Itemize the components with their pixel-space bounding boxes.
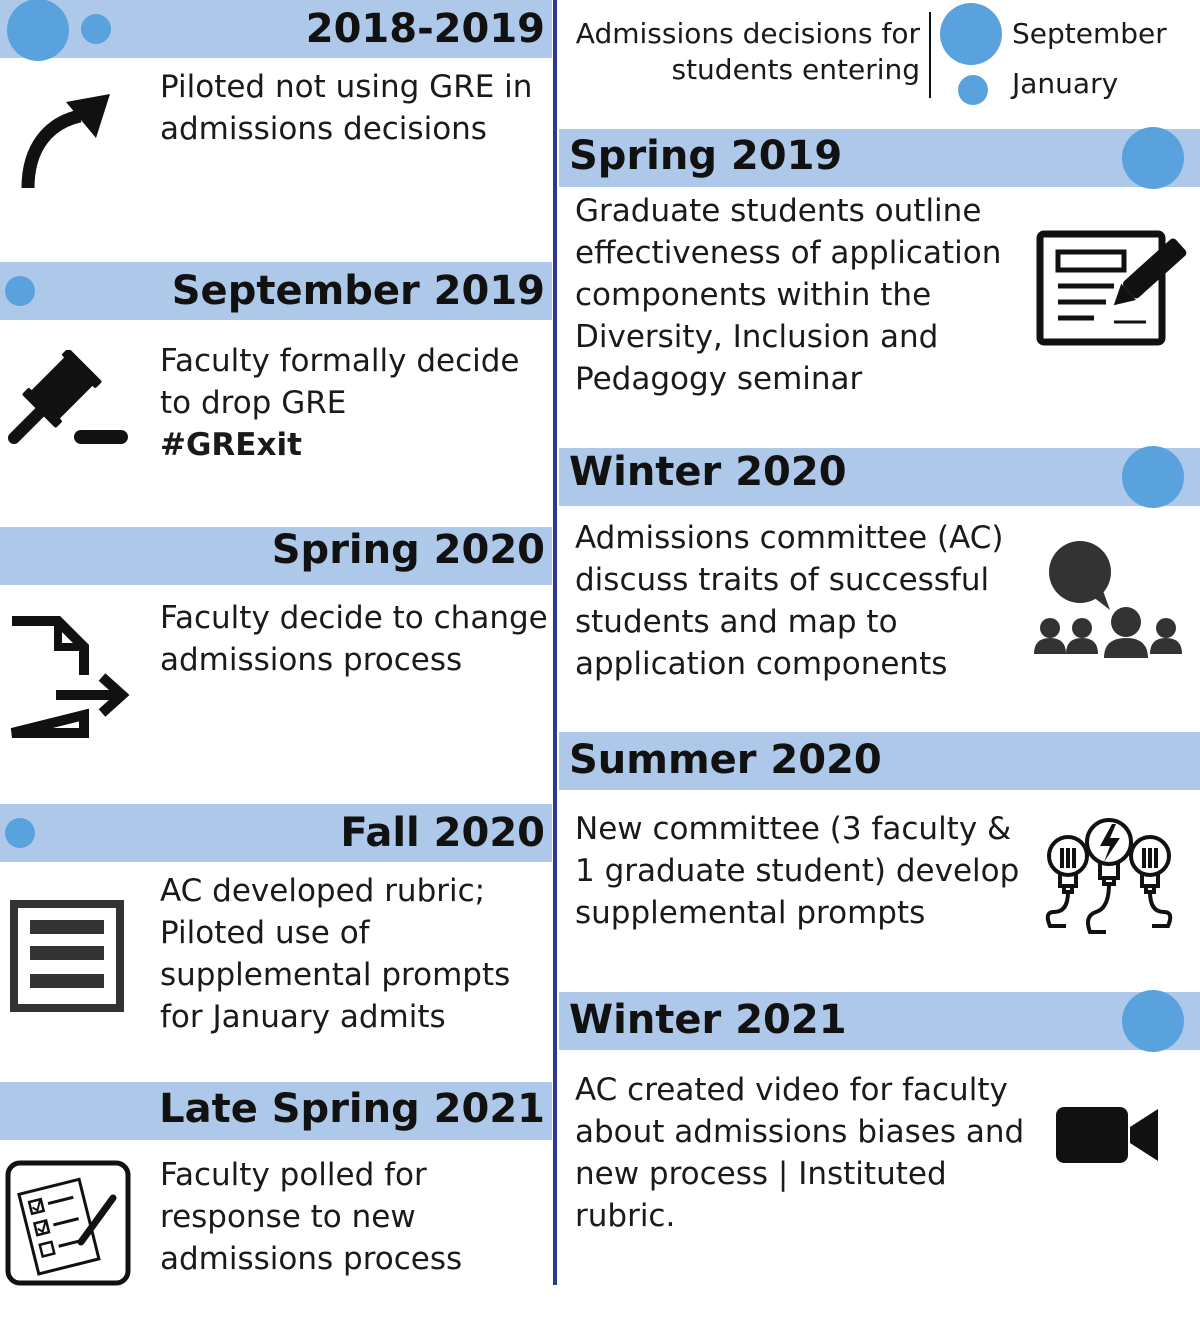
form-pen-icon [1034, 222, 1200, 348]
legend-january-label: January [1012, 67, 1119, 100]
lightbulbs-icon [1044, 812, 1174, 940]
january-marker [5, 818, 35, 848]
january-marker [81, 14, 111, 44]
event-description: Admissions committee (AC) discuss traits of successful students and map to application components [575, 520, 1004, 682]
legend-september-label: September [1012, 17, 1167, 50]
checklist-poll-icon [5, 1160, 131, 1286]
curved-arrow-icon [18, 88, 114, 192]
september-marker [7, 0, 69, 61]
event-heading: Winter 2020 [569, 449, 847, 495]
september-marker [1122, 446, 1184, 508]
event-heading: Fall 2020 [340, 810, 545, 856]
list-document-icon [10, 900, 124, 1012]
january-marker [5, 276, 35, 306]
event-description: Faculty polled for response to new admissions process [160, 1157, 463, 1277]
timeline-divider [553, 0, 557, 1285]
event-heading: Late Spring 2021 [159, 1086, 545, 1132]
document-export-icon [6, 615, 130, 741]
event-heading: Summer 2020 [569, 737, 882, 783]
september-marker [1122, 990, 1184, 1052]
video-camera-icon [1056, 1105, 1160, 1165]
event-heading: 2018-2019 [305, 6, 545, 52]
event-heading: Winter 2021 [569, 997, 847, 1043]
september-marker [1122, 127, 1184, 189]
event-description: AC developed rubric; Piloted use of supplemental prompts for January admits [160, 873, 511, 1035]
event-description: Faculty decide to change admissions process [160, 600, 548, 678]
legend-september-marker [940, 3, 1002, 65]
event-hashtag: #GRExit [160, 427, 302, 463]
event-heading: Spring 2020 [271, 527, 545, 573]
event-description: AC created video for faculty about admissions biases and new process | Instituted rubric. [575, 1072, 1025, 1234]
event-heading: Spring 2019 [569, 133, 843, 179]
gavel-icon [4, 350, 130, 450]
legend-separator [929, 12, 931, 98]
event-heading: September 2019 [171, 268, 545, 314]
event-description: Piloted not using GRE in admissions decisions [160, 69, 533, 147]
group-discussion-icon [1032, 538, 1182, 662]
event-description: New committee (3 faculty & 1 graduate student) develop supplemental prompts [575, 811, 1020, 931]
event-description: Graduate students outline effectiveness of application components within the Diversity, Inclusion and Pedagogy seminar [575, 193, 1002, 397]
event-description: Faculty formally decide to drop GRE [160, 343, 520, 421]
legend-title: Admissions decisions for students entering [575, 17, 920, 86]
legend-january-marker [958, 75, 988, 105]
